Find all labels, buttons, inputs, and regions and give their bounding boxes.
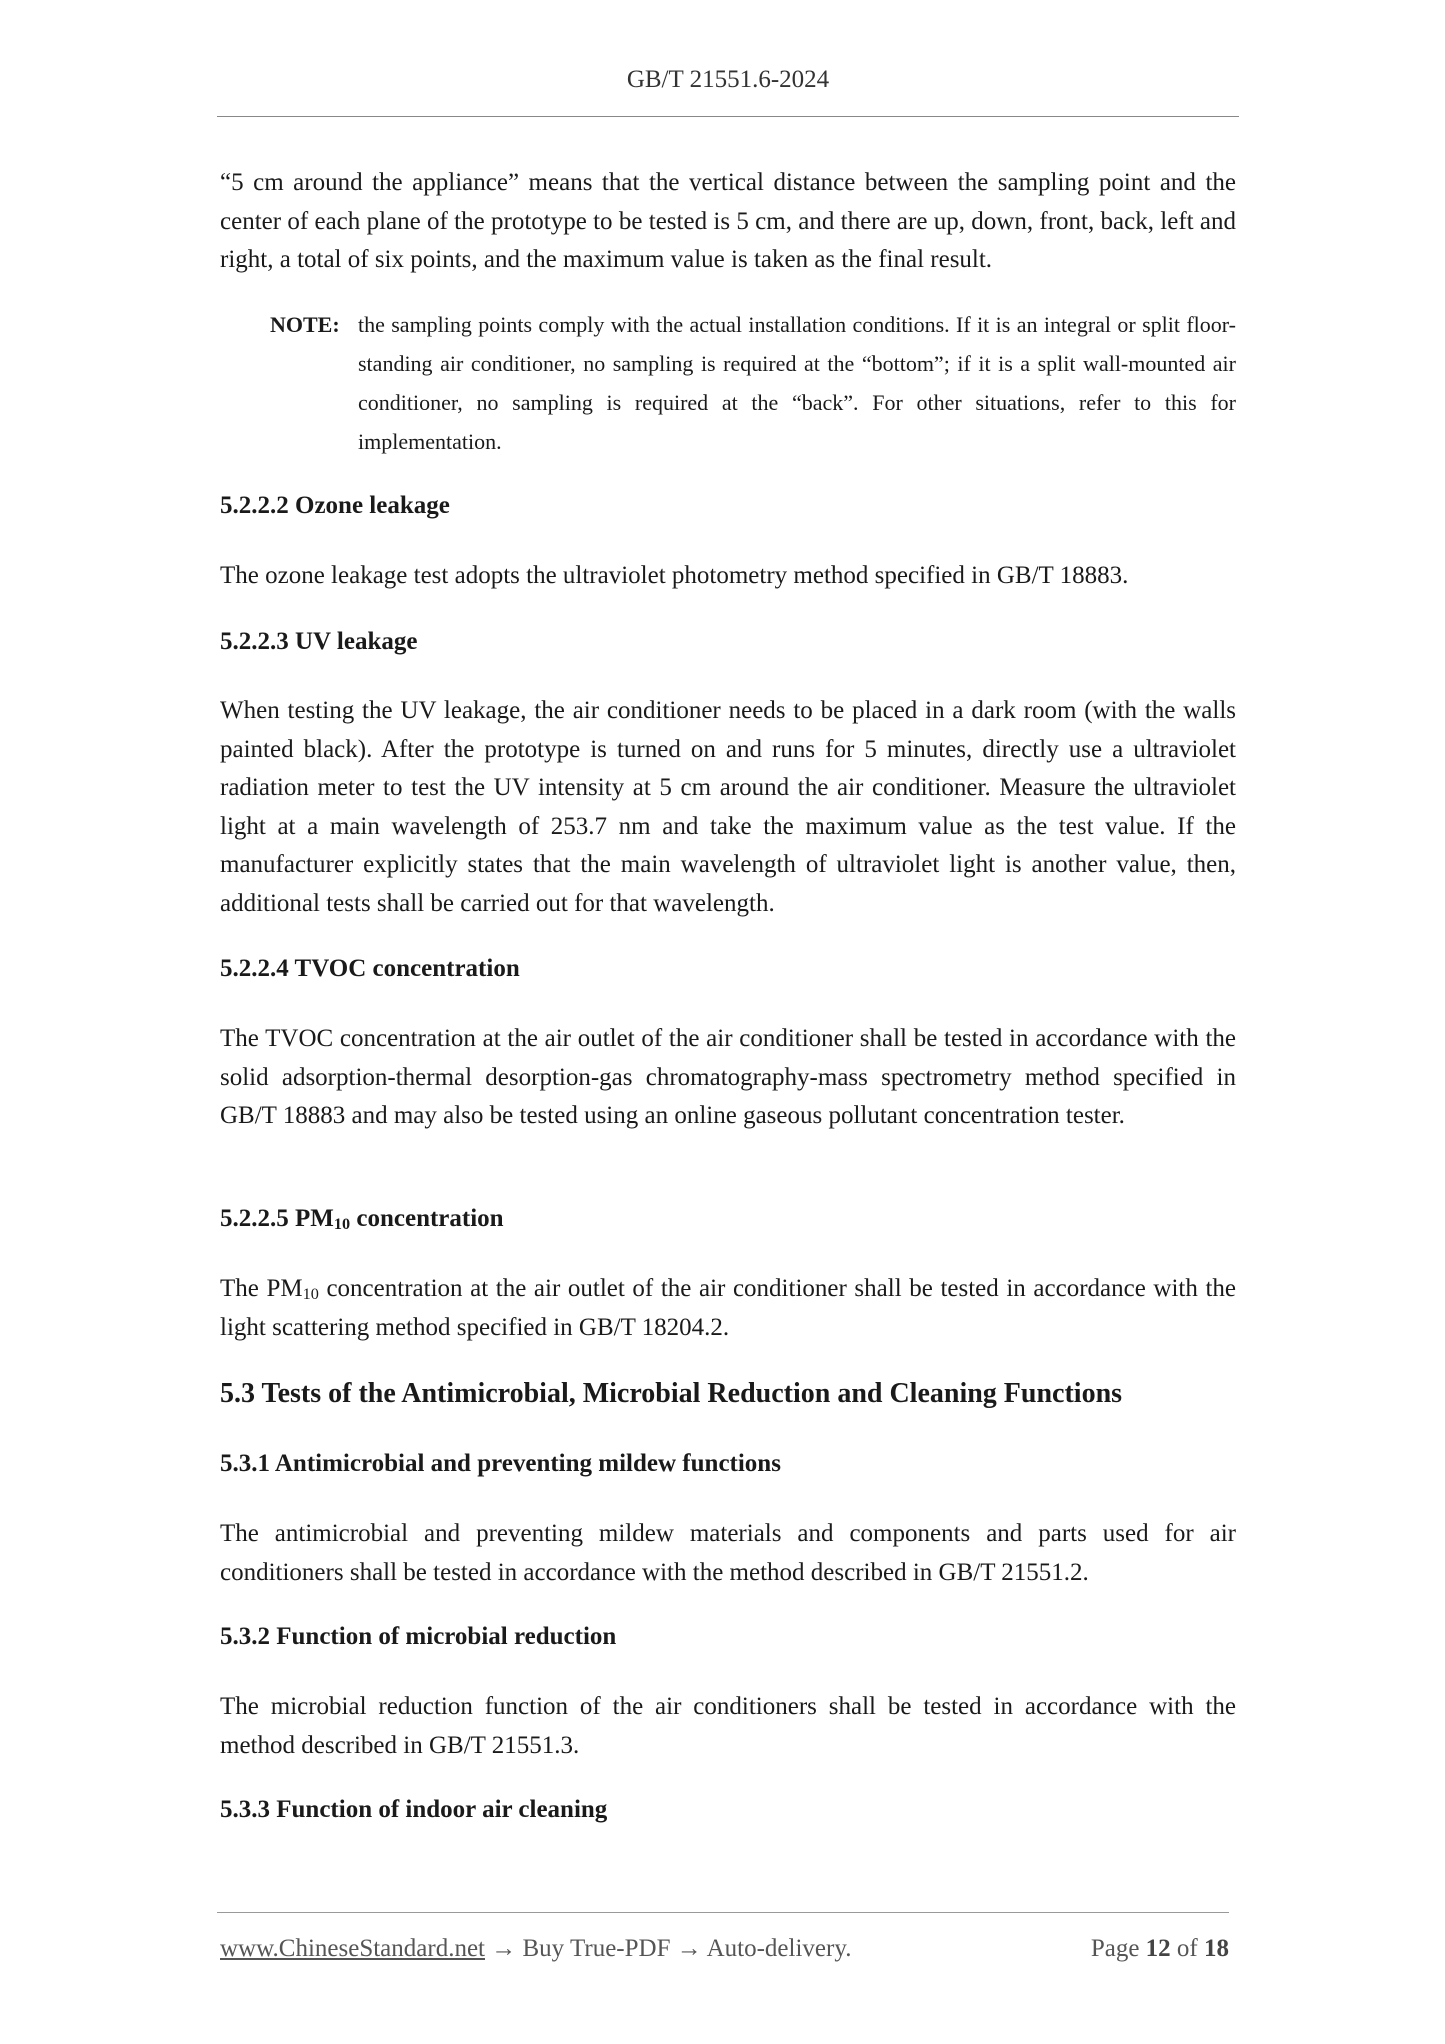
heading-5-3-1: 5.3.1 Antimicrobial and preventing mildew functions (220, 1450, 781, 1477)
page-label: Page (1090, 1935, 1140, 1962)
arrow-right-icon: → (491, 1935, 517, 1962)
text-5-3-2: The microbial reduction function of the air conditioners shall be tested in accordance with the method described in GB/T 21551.3. (220, 1693, 1236, 1759)
heading-5-2-2-4: 5.2.2.4 TVOC concentration (220, 955, 520, 982)
text-5-3-1: The antimicrobial and preventing mildew materials and components and parts used for air conditioners shall be tested in accordance with the method described in GB/T 21551.2. (220, 1520, 1236, 1586)
intro-paragraph: “5 cm around the appliance” means that the vertical distance between the sampling point and the center of each plane of the prototype to be tested is 5 cm, and there are up, down, front, back, left and right, a total of six points, and the maximum value is taken as the final result. (220, 169, 1236, 273)
footer-links (220, 1935, 851, 1963)
heading-5-2-2-3: 5.2.2.3 UV leakage (220, 628, 418, 655)
note-block (270, 305, 1236, 461)
auto-delivery-text: Auto-delivery. (706, 1935, 852, 1962)
text-5-2-2-5 (220, 1270, 1236, 1347)
heading-5-3: 5.3 Tests of the Antimicrobial, Microbial Reduction and Cleaning Functions (220, 1378, 1123, 1409)
of-label: of (1176, 1935, 1198, 1962)
text-5-2-2-5-sub: 10 (302, 1285, 319, 1303)
note-label: NOTE: (270, 312, 340, 337)
note-text: the sampling points comply with the actual installation conditions. If it is an integral or split floor-standing air conditioner, no sampling is required at the “bottom”; if it is a split wall-mounted air conditioner, no sampling is required at the “back”. For other situations, refer to this for implementation. (358, 312, 1236, 454)
page-header-doc-id: GB/T 21551.6-2024 (626, 66, 830, 93)
heading-5-2-2-2: 5.2.2.2 Ozone leakage (220, 492, 450, 519)
heading-5-2-2-5 (220, 1204, 1236, 1234)
heading-5-2-2-5-prefix: 5.2.2.5 PM (220, 1205, 334, 1232)
arrow-right-icon: → (676, 1935, 702, 1962)
text-5-2-2-3: When testing the UV leakage, the air conditioner needs to be placed in a dark room (with the walls painted black). After the prototype is turned on and runs for 5 minutes, directly use a ultraviolet radiation meter to test the UV intensity at 5 cm around the air conditioner. Measure the ultraviolet light at a main wavelength of 253.7 nm and take the maximum value as the test value. If the manufacturer explicitly states that the main wavelength of ultraviolet light is another value, then, additional tests shall be carried out for that wavelength. (220, 697, 1236, 917)
page-number: 12 (1145, 1935, 1171, 1962)
text-5-2-2-2: The ozone leakage test adopts the ultraviolet photometry method specified in GB/T 18883. (220, 562, 1129, 589)
site-link[interactable]: www.ChineseStandard.net (220, 1935, 485, 1962)
buy-true-pdf-link[interactable]: Buy True-PDF (522, 1935, 671, 1962)
heading-5-2-2-5-suffix: concentration (350, 1205, 504, 1232)
text-5-2-2-5-prefix: The PM (220, 1275, 303, 1302)
header-rule (217, 116, 1239, 117)
heading-5-3-2: 5.3.2 Function of microbial reduction (220, 1623, 617, 1650)
footer-rule (217, 1912, 1229, 1913)
page-counter (1000, 1935, 1229, 1963)
text-5-2-2-5-suffix: concentration at the air outlet of the air conditioner shall be tested in accordance with the light scattering method specified in GB/T 18204.2. (220, 1275, 1237, 1341)
heading-5-2-2-5-sub: 10 (333, 1215, 351, 1233)
text-5-2-2-4: The TVOC concentration at the air outlet of the air conditioner shall be tested in accordance with the solid adsorption-thermal desorption-gas chromatography-mass spectrometry method specified in GB/T 18883 and may also be tested using an online gaseous pollutant concentration tester. (220, 1025, 1236, 1129)
page-total: 18 (1204, 1935, 1229, 1962)
heading-5-3-3: 5.3.3 Function of indoor air cleaning (220, 1796, 608, 1823)
